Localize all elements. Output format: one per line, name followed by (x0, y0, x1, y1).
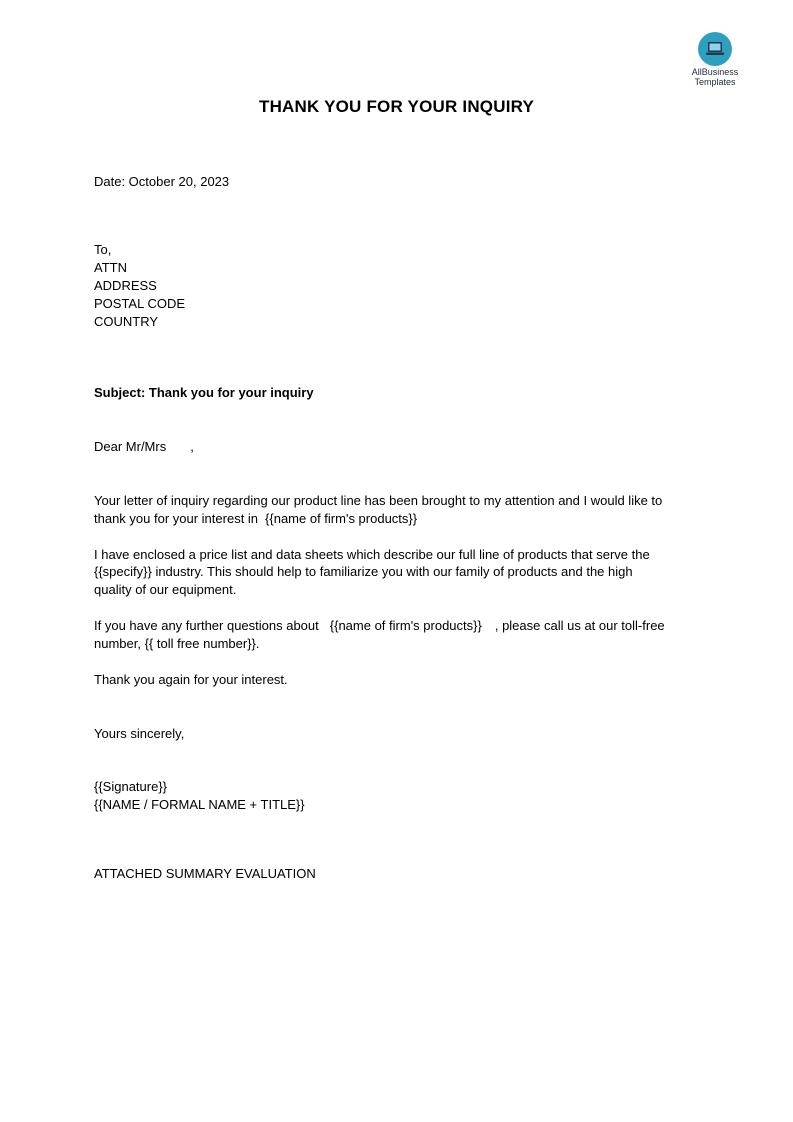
greeting-salutation: Dear Mr/Mrs (94, 439, 167, 454)
greeting-comma: , (190, 439, 194, 454)
paragraph1-line2 (94, 510, 417, 528)
recipient-attn: ATTN (94, 260, 127, 275)
firm-products-placeholder: {{name of firm's products}} (265, 511, 418, 526)
greeting-line (94, 438, 194, 456)
firm-products-placeholder-2: {{name of firm's products}} (329, 618, 482, 633)
subject-line: Subject: Thank you for your inquiry (94, 385, 314, 400)
paragraph2-line2: {{specify}} industry. This should help to familiarize you with our family of products and the high (94, 564, 633, 579)
recipient-postal-code: POSTAL CODE (94, 296, 186, 311)
attachment-line: ATTACHED SUMMARY EVALUATION (94, 866, 316, 881)
recipient-address: ADDRESS (94, 278, 157, 293)
logo-text-line2: Templates (694, 77, 736, 87)
signature-placeholder: {{Signature}} (94, 779, 168, 794)
date-line: Date: October 20, 2023 (94, 174, 230, 189)
thanks-line: Thank you again for your interest. (94, 672, 288, 687)
paragraph1-line1: Your letter of inquiry regarding our product line has been brought to my attention and I would like to (94, 493, 663, 508)
paragraph2-line3: quality of our equipment. (94, 582, 237, 597)
closing-line: Yours sincerely, (94, 726, 185, 741)
brand-logo (684, 32, 746, 87)
paragraph2-line1: I have enclosed a price list and data sheets which describe our full line of products that serve the (94, 547, 650, 562)
paragraph3-line1-tail: , please call us at our toll-free (494, 618, 665, 633)
page-title: THANK YOU FOR YOUR INQUIRY (258, 97, 535, 116)
signer-name-placeholder: {{NAME / FORMAL NAME + TITLE}} (94, 797, 305, 812)
recipient-to: To, (94, 242, 112, 257)
laptop-icon (698, 32, 732, 66)
logo-text-line1: AllBusiness (691, 67, 739, 77)
paragraph3-line1 (94, 617, 665, 635)
recipient-country: COUNTRY (94, 314, 159, 329)
paragraph3-line2: number, {{ toll free number}}. (94, 636, 260, 651)
paragraph1-line2-text: thank you for your interest in (94, 511, 259, 526)
paragraph3-line1-text: If you have any further questions about (94, 618, 319, 633)
